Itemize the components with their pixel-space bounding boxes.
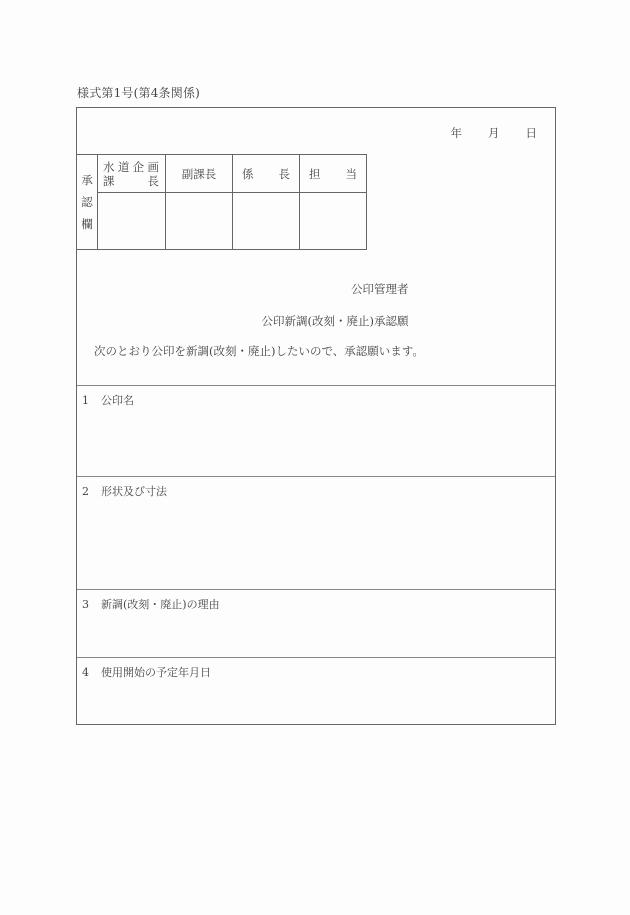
section-shape-dimensions[interactable] bbox=[77, 476, 555, 589]
section-title: 公印名 bbox=[101, 394, 134, 407]
approval-stamp-cell-person-in-charge[interactable] bbox=[300, 193, 367, 250]
section-number: 2 bbox=[82, 485, 89, 498]
section-number: 3 bbox=[82, 598, 89, 611]
section-title: 使用開始の予定年月日 bbox=[101, 666, 211, 679]
approval-label-char: 承 bbox=[81, 173, 93, 187]
form-frame bbox=[76, 107, 556, 725]
approval-header-deputy-chief: 副課長 bbox=[166, 155, 233, 193]
form-number-label: 様式第1号(第4条関係) bbox=[77, 86, 201, 100]
header-char: 当 bbox=[345, 166, 357, 181]
approval-row-label bbox=[77, 155, 98, 250]
section-start-date[interactable] bbox=[77, 657, 555, 724]
date-line bbox=[451, 125, 538, 141]
date-month-label: 月 bbox=[488, 126, 500, 140]
section-number: 1 bbox=[82, 394, 89, 407]
header-char: 長 bbox=[147, 173, 159, 188]
approval-label-char: 欄 bbox=[81, 217, 93, 231]
section-label bbox=[82, 596, 220, 612]
header-char: 担 bbox=[309, 166, 321, 181]
approval-table bbox=[76, 154, 367, 250]
header-char: 長 bbox=[278, 166, 290, 181]
header-char: 画 bbox=[147, 159, 159, 174]
header-char: 係 bbox=[242, 166, 254, 181]
addressee: 公印管理者 bbox=[351, 282, 409, 296]
document-title: 公印新調(改刻・廃止)承認願 bbox=[261, 314, 409, 328]
approval-header-section-chief bbox=[233, 155, 300, 193]
section-title: 新調(改刻・廃止)の理由 bbox=[101, 598, 220, 611]
approval-header-person-in-charge bbox=[300, 155, 367, 193]
section-title: 形状及び寸法 bbox=[101, 485, 167, 498]
approval-header-water-planning-chief bbox=[98, 155, 166, 193]
section-label bbox=[82, 664, 211, 680]
header-char: 道 bbox=[117, 159, 130, 174]
section-seal-name[interactable] bbox=[77, 385, 555, 476]
date-day-label: 日 bbox=[525, 126, 537, 140]
date-year-label: 年 bbox=[450, 126, 462, 140]
request-text: 次のとおり公印を新調(改刻・廃止)したいので、承認願います。 bbox=[94, 344, 424, 358]
section-number: 4 bbox=[82, 666, 89, 679]
header-char: 課 bbox=[103, 173, 115, 188]
approval-label-char: 認 bbox=[81, 195, 93, 209]
header-char: 企 bbox=[132, 159, 145, 174]
section-reason[interactable] bbox=[77, 589, 555, 657]
section-label bbox=[82, 392, 134, 408]
approval-stamp-cell-deputy-chief[interactable] bbox=[166, 193, 233, 250]
approval-stamp-cell-section-chief[interactable] bbox=[233, 193, 300, 250]
header-char: 水 bbox=[103, 159, 115, 174]
section-label bbox=[82, 483, 167, 499]
approval-stamp-cell-water-planning-chief[interactable] bbox=[98, 193, 166, 250]
